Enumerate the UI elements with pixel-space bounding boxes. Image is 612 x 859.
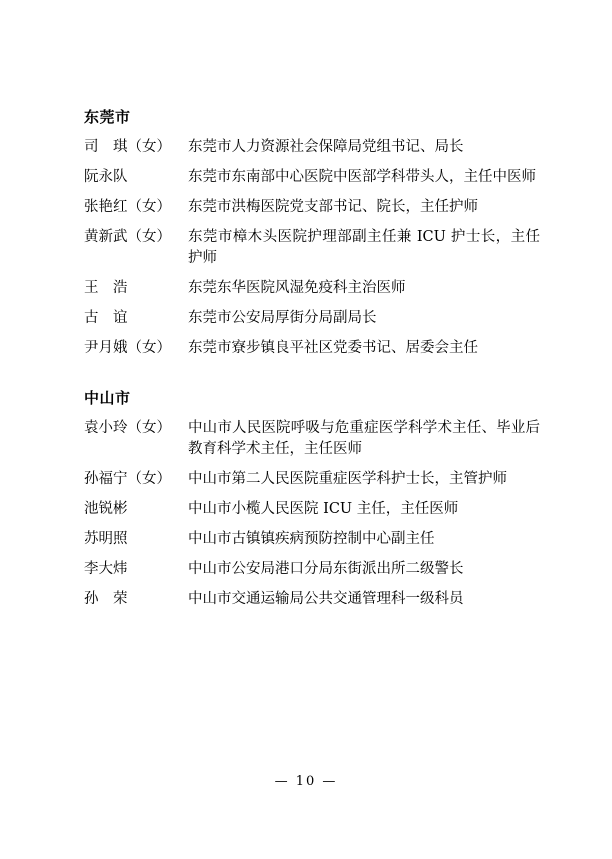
entry-description: 中山市人民医院呼吸与危重症医学科学术主任、毕业后教育科学术主任，主任医师 (188, 420, 540, 458)
section-zhongshan (84, 389, 540, 610)
entry-description: 东莞市寮步镇良平社区党委书记、居委会主任 (188, 340, 478, 357)
entry-description: 东莞市樟木头医院护理部副主任兼 ICU 护士长，主任护师 (188, 229, 540, 267)
entry-description: 东莞市东南部中心医院中医部学科带头人，主任中医师 (188, 169, 536, 186)
section-title: 中山市 (84, 389, 131, 408)
entry-name: 司 琪（女） (84, 139, 171, 155)
entry-name: 袁小玲（女） (84, 420, 171, 437)
list-item (84, 167, 540, 188)
entry-name: 王 浩 (84, 280, 128, 297)
list-item (84, 499, 540, 520)
list-item (84, 529, 540, 550)
entry-name: 孙福宁（女） (84, 471, 171, 488)
list-item (84, 469, 540, 490)
entry-name: 苏明照 (84, 531, 128, 548)
list-item (84, 589, 540, 610)
entry-description: 中山市第二人民医院重症医学科护士长，主管护师 (188, 471, 507, 488)
entry-name: 池锐彬 (84, 501, 128, 518)
entry-name: 古 谊 (84, 310, 128, 327)
list-item (84, 418, 540, 460)
list-item (84, 308, 540, 329)
entry-description: 东莞市人力资源社会保障局党组书记、局长 (188, 139, 464, 155)
list-item (84, 338, 540, 359)
list-item (84, 227, 540, 269)
entry-name: 李大炜 (84, 561, 128, 578)
entry-description: 东莞市洪梅医院党支部书记、院长，主任护师 (188, 199, 478, 216)
entry-description: 东莞市公安局厚街分局副局长 (188, 310, 377, 327)
entry-description: 中山市小榄人民医院 ICU 主任，主任医师 (188, 501, 459, 518)
list-item (84, 559, 540, 580)
entry-description: 中山市交通运输局公共交通管理科一级科员 (188, 591, 464, 608)
section-dongguan (84, 108, 540, 359)
entry-description: 中山市公安局港口分局东街派出所二级警长 (188, 561, 464, 578)
list-item (84, 197, 540, 218)
entry-name: 张艳红（女） (84, 199, 171, 216)
entry-name: 阮永队 (84, 169, 128, 186)
section-title: 东莞市 (84, 108, 131, 126)
entry-name: 孙 荣 (84, 591, 128, 608)
entry-name: 尹月娥（女） (84, 340, 171, 357)
entry-name: 黄新武（女） (84, 229, 171, 246)
list-item (84, 278, 540, 299)
entry-description: 中山市古镇镇疾病预防控制中心副主任 (188, 531, 435, 548)
entry-description: 东莞东华医院风湿免疫科主治医师 (188, 280, 406, 297)
page-number: — 10 — (274, 774, 338, 789)
list-item (84, 137, 540, 158)
